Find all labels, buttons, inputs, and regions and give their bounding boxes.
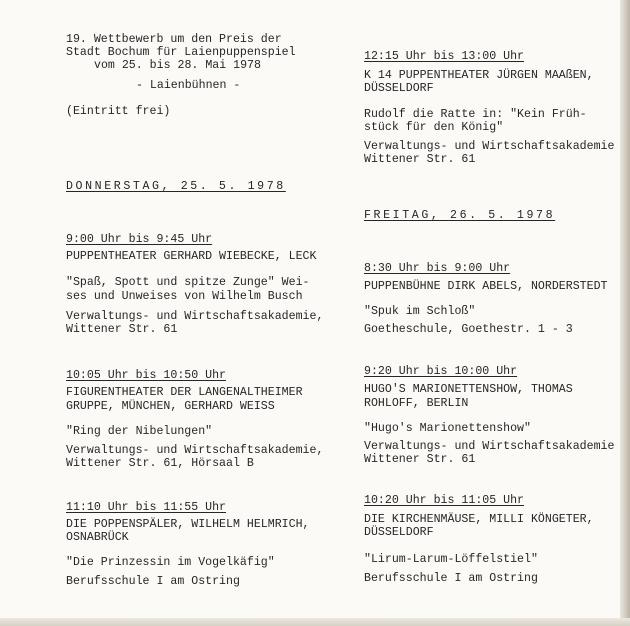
event-venue: Wittener Str. 61 bbox=[66, 323, 178, 336]
event-group: PUPPENBÜHNE DIRK ABELS, NORDERSTEDT bbox=[364, 280, 608, 293]
intro-line: Stadt Bochum für Laienpuppenspiel bbox=[66, 46, 296, 59]
event-group: DIE POPPENSPÄLER, WILHELM HELMRICH, bbox=[66, 518, 310, 531]
event-title: "Spuk im Schloß" bbox=[364, 305, 476, 318]
event-venue: Berufsschule I am Ostring bbox=[364, 572, 538, 585]
intro-subtitle: - Laienbühnen - bbox=[136, 79, 241, 92]
event-group: OSNABRÜCK bbox=[66, 531, 129, 544]
event-title: "Die Prinzessin im Vogelkäfig" bbox=[66, 556, 275, 569]
event-title: "Spaß, Spott und spitze Zunge" Wei- bbox=[66, 276, 310, 289]
event-venue: Verwaltungs- und Wirtschaftsakademie bbox=[364, 140, 615, 153]
event-venue: Goetheschule, Goethestr. 1 - 3 bbox=[364, 323, 573, 336]
page-bottom-edge bbox=[0, 618, 630, 626]
event-title: stück für den König" bbox=[364, 121, 504, 134]
event-title: "Lirum-Larum-Löffelstiel" bbox=[364, 553, 538, 566]
event-group: FIGURENTHEATER DER LANGENALTHEIMER bbox=[66, 386, 303, 399]
event-title: Rudolf die Ratte in: "Kein Früh- bbox=[364, 108, 587, 121]
admission-note: (Eintritt frei) bbox=[66, 105, 171, 118]
event-venue: Wittener Str. 61, Hörsaal B bbox=[66, 457, 254, 470]
event-venue: Verwaltungs- und Wirtschaftsakademie bbox=[364, 440, 615, 453]
intro-line: vom 25. bis 28. Mai 1978 bbox=[94, 59, 261, 72]
event-group: K 14 PUPPENTHEATER JÜRGEN MAAßEN, bbox=[364, 69, 594, 82]
event-group: GRUPPE, MÜNCHEN, GERHARD WEISS bbox=[66, 400, 275, 413]
event-venue: Wittener Str. 61 bbox=[364, 153, 476, 166]
event-time: 11:10 Uhr bis 11:55 Uhr bbox=[66, 501, 227, 514]
day-heading-friday: FREITAG, 26. 5. 1978 bbox=[364, 209, 556, 222]
event-time: 12:15 Uhr bis 13:00 Uhr bbox=[364, 50, 525, 63]
event-venue: Wittener Str. 61 bbox=[364, 453, 476, 466]
event-group: PUPPENTHEATER GERHARD WIEBECKE, LECK bbox=[66, 250, 317, 263]
day-heading-thursday: DONNERSTAG, 25. 5. 1978 bbox=[66, 180, 286, 193]
event-title: "Hugo's Marionettenshow" bbox=[364, 422, 531, 435]
event-title: ses und Unweises von Wilhelm Busch bbox=[66, 290, 303, 303]
event-time: 10:20 Uhr bis 11:05 Uhr bbox=[364, 494, 525, 507]
event-venue: Verwaltungs- und Wirtschaftsakademie, bbox=[66, 444, 324, 457]
event-title: "Ring der Nibelungen" bbox=[66, 425, 213, 438]
intro-line: 19. Wettbewerb um den Preis der bbox=[66, 33, 282, 46]
event-time: 8:30 Uhr bis 9:00 Uhr bbox=[364, 262, 511, 275]
event-venue: Berufsschule I am Ostring bbox=[66, 575, 240, 588]
page-edge-shadow bbox=[620, 0, 630, 626]
event-venue: Verwaltungs- und Wirtschaftsakademie, bbox=[66, 310, 324, 323]
event-time: 10:05 Uhr bis 10:50 Uhr bbox=[66, 369, 227, 382]
event-time: 9:20 Uhr bis 10:00 Uhr bbox=[364, 365, 518, 378]
event-group: DIE KIRCHENMÄUSE, MILLI KÖNGETER, bbox=[364, 513, 594, 526]
event-group: DÜSSELDORF bbox=[364, 82, 434, 95]
event-group: DÜSSELDORF bbox=[364, 526, 434, 539]
event-group: HUGO'S MARIONETTENSHOW, THOMAS bbox=[364, 383, 573, 396]
event-group: ROHLOFF, BERLIN bbox=[364, 397, 469, 410]
event-time: 9:00 Uhr bis 9:45 Uhr bbox=[66, 233, 213, 246]
